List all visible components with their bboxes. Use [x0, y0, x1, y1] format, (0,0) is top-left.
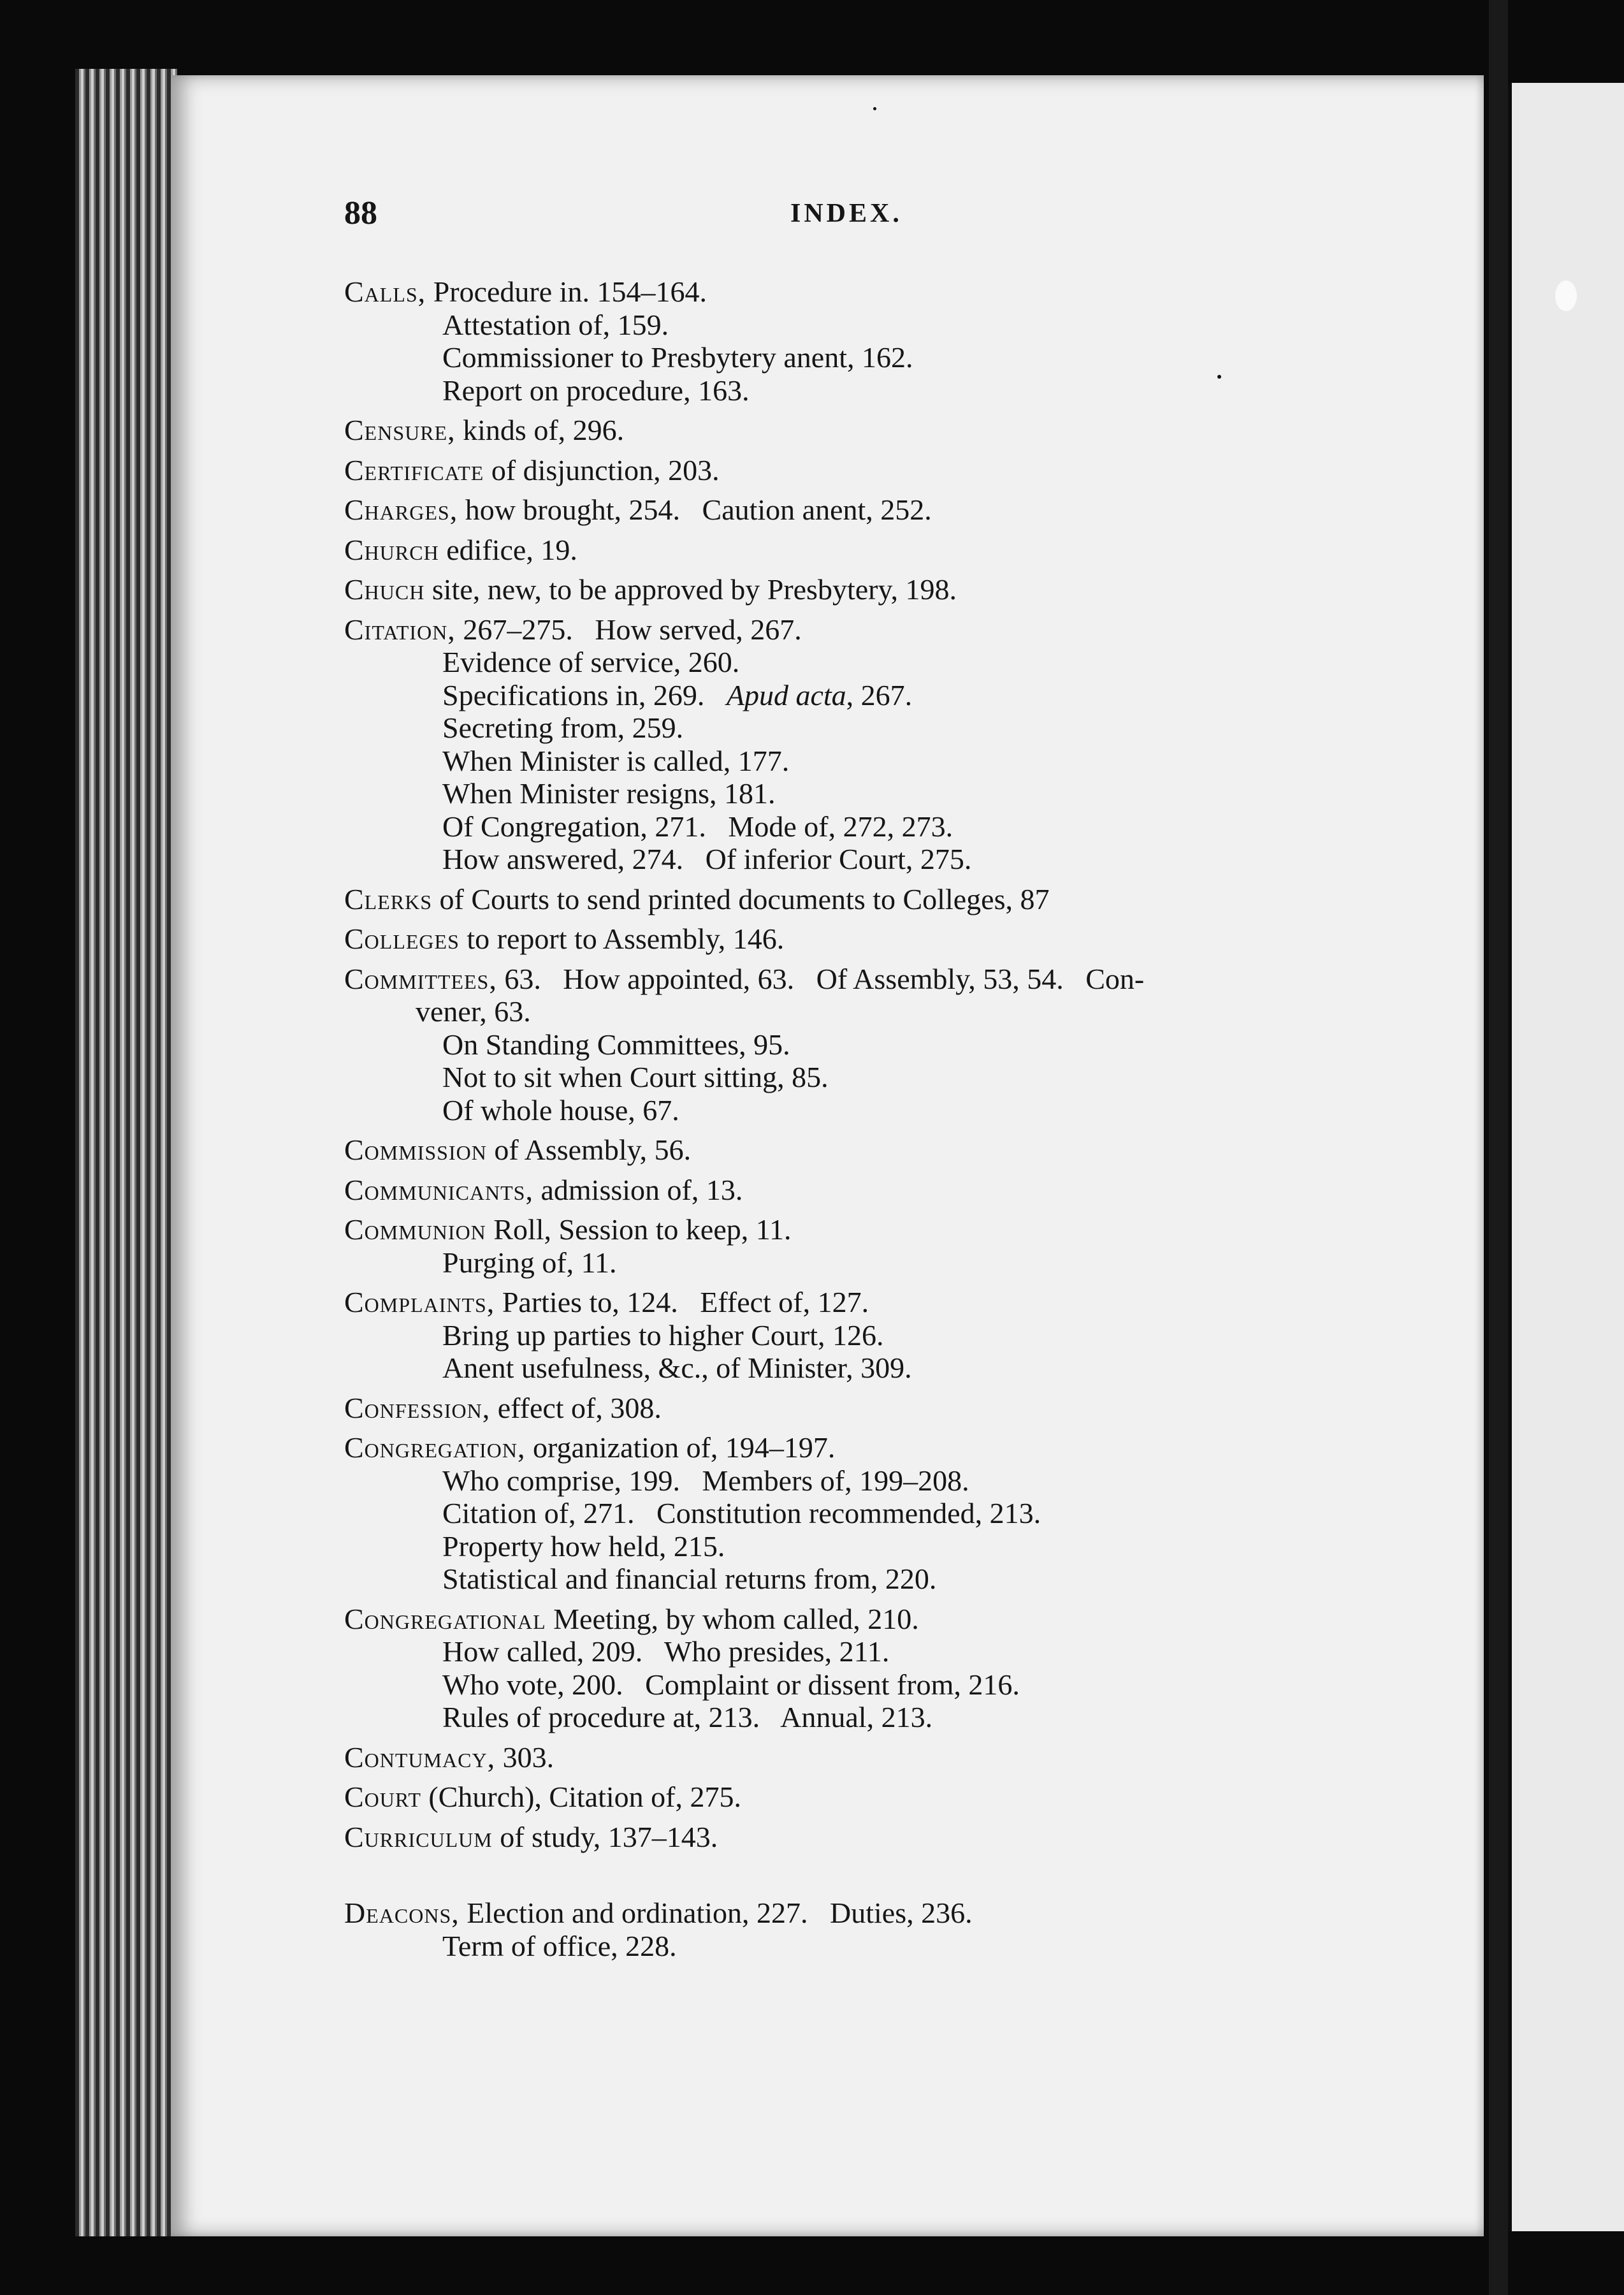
entry-continuation: vener, 63. [416, 995, 531, 1028]
entry-line [344, 1133, 1364, 1167]
page-edges [75, 69, 177, 2236]
subentry: Not to sit when Court sitting, 85. [442, 1061, 829, 1093]
subentry: Who vote, 200. Complaint or dissent from, 216. [442, 1668, 1020, 1701]
index-entry [344, 1286, 1364, 1385]
subentry: Of Congregation, 271. Mode of, 272, 273. [442, 810, 953, 843]
entry-line [344, 613, 1364, 646]
index-entry [344, 534, 1364, 567]
entry-line [344, 534, 1364, 567]
entry-line [344, 1781, 1364, 1814]
entry-text: organization of, 194–197. [525, 1431, 836, 1464]
subentry: How called, 209. Who presides, 211. [442, 1635, 890, 1668]
entry-line [344, 1741, 1364, 1774]
entry-text: effect of, 308. [490, 1391, 662, 1424]
index-entry [344, 1133, 1364, 1167]
index-entry [344, 1603, 1364, 1734]
subentry: Rules of procedure at, 213. Annual, 213. [442, 1701, 933, 1733]
subentry: Specifications in, 269. Apud acta, 267. [442, 678, 913, 711]
entry-text: Procedure in. 154–164. [426, 275, 707, 308]
index-list [344, 275, 1364, 1962]
entry-text: 63. How appointed, 63. Of Assembly, 53, 54. Con- [497, 962, 1145, 995]
entry-line [344, 1213, 1364, 1246]
entry-text: (Church), Citation of, 275. [421, 1781, 741, 1813]
entry-line [344, 275, 1364, 309]
entry-line [344, 1897, 1364, 1930]
facing-page-edge [1508, 83, 1624, 2231]
index-entry [344, 883, 1364, 916]
subentry: Secreting from, 259. [442, 711, 684, 744]
entry-text: 267–275. How served, 267. [455, 613, 802, 646]
page-header [344, 194, 1530, 239]
entry-headword: Contumacy, [344, 1740, 496, 1774]
subentry: Citation of, 271. Constitution recommended, 213. [442, 1497, 1041, 1529]
entry-text: admission of, 13. [533, 1173, 743, 1206]
index-entry [344, 1174, 1364, 1207]
entry-headword: Censure, [344, 414, 456, 446]
entry-text: of Courts to send printed documents to Colleges, 87 [432, 882, 1050, 915]
subentry: Attestation of, 159. [442, 308, 669, 341]
entry-headword: Charges, [344, 493, 458, 526]
entry-text: of disjunction, 203. [484, 453, 720, 486]
entry-line [344, 1286, 1364, 1319]
subentry: On Standing Committees, 95. [442, 1028, 790, 1061]
index-entry [344, 1741, 1364, 1774]
entry-headword: Citation, [344, 613, 456, 646]
index-entry [344, 1821, 1364, 1854]
subentry: When Minister is called, 177. [442, 744, 790, 777]
index-entry [344, 275, 1364, 407]
subentry: Term of office, 228. [442, 1929, 677, 1962]
entry-headword: Commission [344, 1133, 487, 1166]
subentry: Evidence of service, 260. [442, 646, 740, 678]
entry-text: Roll, Session to keep, 11. [486, 1213, 792, 1246]
subentry: Commissioner to Presbytery anent, 162. [442, 341, 913, 374]
entry-text: edifice, 19. [439, 533, 577, 566]
entry-text: Meeting, by whom called, 210. [546, 1602, 919, 1635]
entry-text: to report to Assembly, 146. [459, 922, 785, 955]
index-entry [344, 1392, 1364, 1425]
subentry: Purging of, 11. [442, 1246, 617, 1279]
index-entry [344, 1897, 1364, 1962]
entry-line [344, 1431, 1364, 1464]
index-entry [344, 493, 1364, 527]
entry-text: of Assembly, 56. [486, 1133, 692, 1166]
entry-line [344, 493, 1364, 527]
entry-text: how brought, 254. Caution anent, 252. [458, 493, 932, 526]
entry-line [344, 1174, 1364, 1207]
entry-line [344, 414, 1364, 447]
index-entry [344, 1431, 1364, 1596]
entry-headword: Colleges [344, 922, 460, 955]
entry-headword: Communicants, [344, 1173, 533, 1206]
subentry: Statistical and financial returns from, 220. [442, 1563, 937, 1595]
subentry: Property how held, 215. [442, 1529, 725, 1563]
index-entry [344, 922, 1364, 956]
scan-speck [1555, 280, 1577, 311]
entry-text: site, new, to be approved by Presbytery, 198. [424, 573, 957, 606]
entry-line [344, 883, 1364, 916]
entry-line [344, 922, 1364, 956]
entry-line [344, 1821, 1364, 1854]
entry-line [344, 963, 1364, 996]
entry-headword: Certificate [344, 453, 484, 486]
index-entry [344, 1781, 1364, 1814]
gutter-shadow [1489, 0, 1508, 2295]
entry-headword: Congregation, [344, 1431, 526, 1464]
index-entry [344, 963, 1364, 1127]
entry-line [344, 454, 1364, 487]
entry-headword: Calls, [344, 275, 426, 308]
index-entry [344, 573, 1364, 606]
index-entry [344, 1213, 1364, 1279]
entry-line [344, 1603, 1364, 1636]
entry-headword: Complaints, [344, 1286, 495, 1318]
entry-headword: Curriculum [344, 1820, 493, 1853]
entry-text: Parties to, 124. Effect of, 127. [495, 1286, 869, 1318]
entry-headword: Clerks [344, 882, 433, 915]
entry-headword: Committees, [344, 962, 497, 995]
index-entry [344, 414, 1364, 447]
entry-headword: Court [344, 1781, 421, 1813]
entry-headword: Deacons, [344, 1897, 460, 1929]
entry-headword: Confession, [344, 1391, 491, 1424]
subentry: How answered, 274. Of inferior Court, 275. [442, 843, 972, 875]
subentry: Of whole house, 67. [442, 1093, 679, 1126]
subentry: Report on procedure, 163. [442, 374, 750, 407]
subentry: Bring up parties to higher Court, 126. [442, 1318, 884, 1352]
subentry: When Minister resigns, 181. [442, 777, 776, 810]
entry-text: kinds of, 296. [455, 414, 625, 446]
entry-headword: Congregational [344, 1602, 546, 1635]
entry-headword: Chuch [344, 573, 425, 606]
entry-text: Election and ordination, 227. Duties, 236. [459, 1897, 973, 1929]
index-entry [344, 454, 1364, 487]
entry-headword: Communion [344, 1213, 486, 1246]
subentry: Who comprise, 199. Members of, 199–208. [442, 1464, 969, 1497]
running-head: INDEX. [790, 199, 903, 228]
entry-line [344, 1392, 1364, 1425]
entry-text: 303. [495, 1740, 555, 1774]
page-number: 88 [344, 195, 377, 231]
entry-text: of study, 137–143. [492, 1820, 718, 1853]
subentry: Anent usefulness, &c., of Minister, 309. [442, 1352, 912, 1384]
scan-speck [873, 107, 876, 110]
entry-headword: Church [344, 533, 439, 566]
entry-line [344, 573, 1364, 606]
index-entry [344, 613, 1364, 876]
